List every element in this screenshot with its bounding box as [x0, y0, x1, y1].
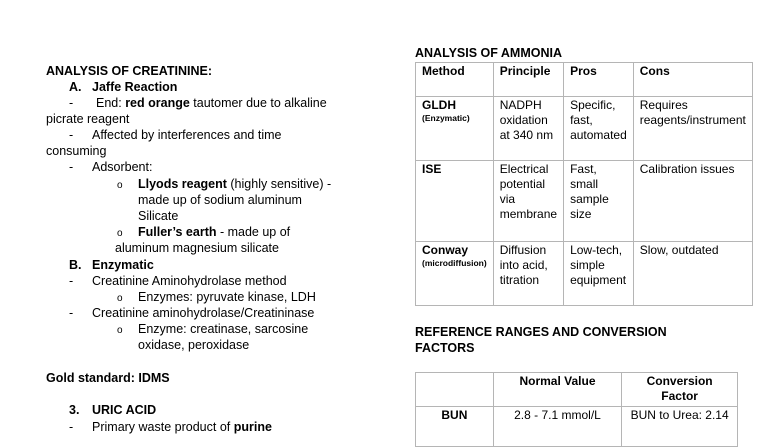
reference-heading: REFERENCE RANGES AND CONVERSION [415, 325, 667, 339]
method-name: GLDH [422, 98, 456, 112]
text: End: [96, 96, 126, 110]
lloyds-line [138, 177, 331, 192]
cons-cell: Calibration issues [633, 161, 752, 242]
method-sub: (Enzymatic) [422, 113, 470, 123]
cons-cell: Slow, outdated [633, 242, 752, 306]
fullers-line [138, 225, 290, 240]
pros-cell: Specific, fast, automated [564, 97, 634, 161]
header-principle: Principle [493, 63, 563, 97]
emphasis: purine [233, 420, 272, 434]
fullers-line-2: aluminum magnesium silicate [115, 241, 279, 255]
principle-cell: Diffusion into acid, titration [493, 242, 563, 306]
header-conversion-factor: Conversion Factor [622, 373, 738, 407]
bullet-dash: - [69, 306, 74, 320]
emphasis: red orange [125, 96, 190, 110]
method-name: Conway [422, 243, 469, 257]
principle-cell: Electrical potential via membrane [493, 161, 563, 242]
lloyds-line-2: made up of sodium aluminum [138, 193, 302, 207]
method-cell [416, 242, 494, 306]
jaffe-interference-cont: consuming [46, 144, 107, 158]
table-header-row [416, 63, 753, 97]
table-row [416, 242, 753, 306]
bullet-circle-icon: o [117, 293, 123, 304]
uric-acid-line [92, 420, 272, 435]
conversion-factor-cell: BUN to Urea: 2.14 [622, 407, 738, 447]
emphasis: Fuller’s earth [138, 225, 217, 239]
jaffe-title: Jaffe Reaction [92, 80, 178, 94]
table-header-row [416, 373, 738, 407]
enzymatic-title: Enzymatic [92, 258, 154, 272]
bullet-dash: - [69, 160, 74, 174]
method-sub: (microdiffusion) [422, 258, 487, 268]
text: - made up of [216, 225, 291, 239]
lloyds-line-3: Silicate [138, 209, 179, 223]
uric-acid-title: URIC ACID [92, 403, 157, 417]
gold-standard: Gold standard: IDMS [46, 371, 170, 385]
uric-acid-label: 3. [69, 403, 80, 417]
cons-cell: Requires reagents/instrument [633, 97, 752, 161]
creatininase-method: Creatinine aminohydrolase/Creatininase [92, 306, 315, 320]
pros-cell: Low-tech, simple equipment [564, 242, 634, 306]
method-cell [416, 161, 494, 242]
bullet-dash: - [69, 420, 74, 434]
ammonia-heading: ANALYSIS OF AMMONIA [415, 46, 562, 60]
pros-cell: Fast, small sample size [564, 161, 634, 242]
table-row [416, 161, 753, 242]
text: tautomer due to alkaline [189, 96, 327, 110]
creatinine-heading: ANALYSIS OF CREATININE: [46, 64, 212, 78]
table-row [416, 97, 753, 161]
jaffe-interference: Affected by interferences and time [92, 128, 282, 142]
text: Primary waste product of [92, 420, 234, 434]
bullet-dash: - [69, 274, 74, 288]
text: (highly sensitive) - [226, 177, 332, 191]
bullet-circle-icon: o [117, 180, 123, 191]
jaffe-adsorbent: Adsorbent: [92, 160, 153, 174]
bullet-circle-icon: o [117, 228, 123, 239]
method-cell [416, 97, 494, 161]
enzymatic-label: B. [69, 258, 82, 272]
header-normal-value: Normal Value [493, 373, 622, 407]
ammonia-table [415, 62, 753, 306]
creatininase-enzymes: Enzyme: creatinase, sarcosine [138, 322, 309, 336]
header-pros: Pros [564, 63, 634, 97]
analyte-cell: BUN [416, 407, 494, 447]
header-cons: Cons [633, 63, 752, 97]
aminohydrolase-method: Creatinine Aminohydrolase method [92, 274, 287, 288]
reference-heading-2: FACTORS [415, 341, 475, 355]
creatininase-enzymes-2: oxidase, peroxidase [138, 338, 250, 352]
reference-table [415, 372, 738, 447]
jaffe-end-cont: picrate reagent [46, 112, 130, 126]
header-analyte [416, 373, 494, 407]
bullet-dash: - [69, 96, 74, 110]
jaffe-end-line [96, 96, 327, 111]
bullet-dash: - [69, 128, 74, 142]
aminohydrolase-enzymes: Enzymes: pyruvate kinase, LDH [138, 290, 316, 304]
bullet-circle-icon: o [117, 325, 123, 336]
normal-value-cell: 2.8 - 7.1 mmol/L [493, 407, 622, 447]
principle-cell: NADPH oxidation at 340 nm [493, 97, 563, 161]
jaffe-label: A. [69, 80, 82, 94]
header-method: Method [416, 63, 494, 97]
method-name: ISE [422, 162, 442, 176]
emphasis: Llyods reagent [138, 177, 227, 191]
